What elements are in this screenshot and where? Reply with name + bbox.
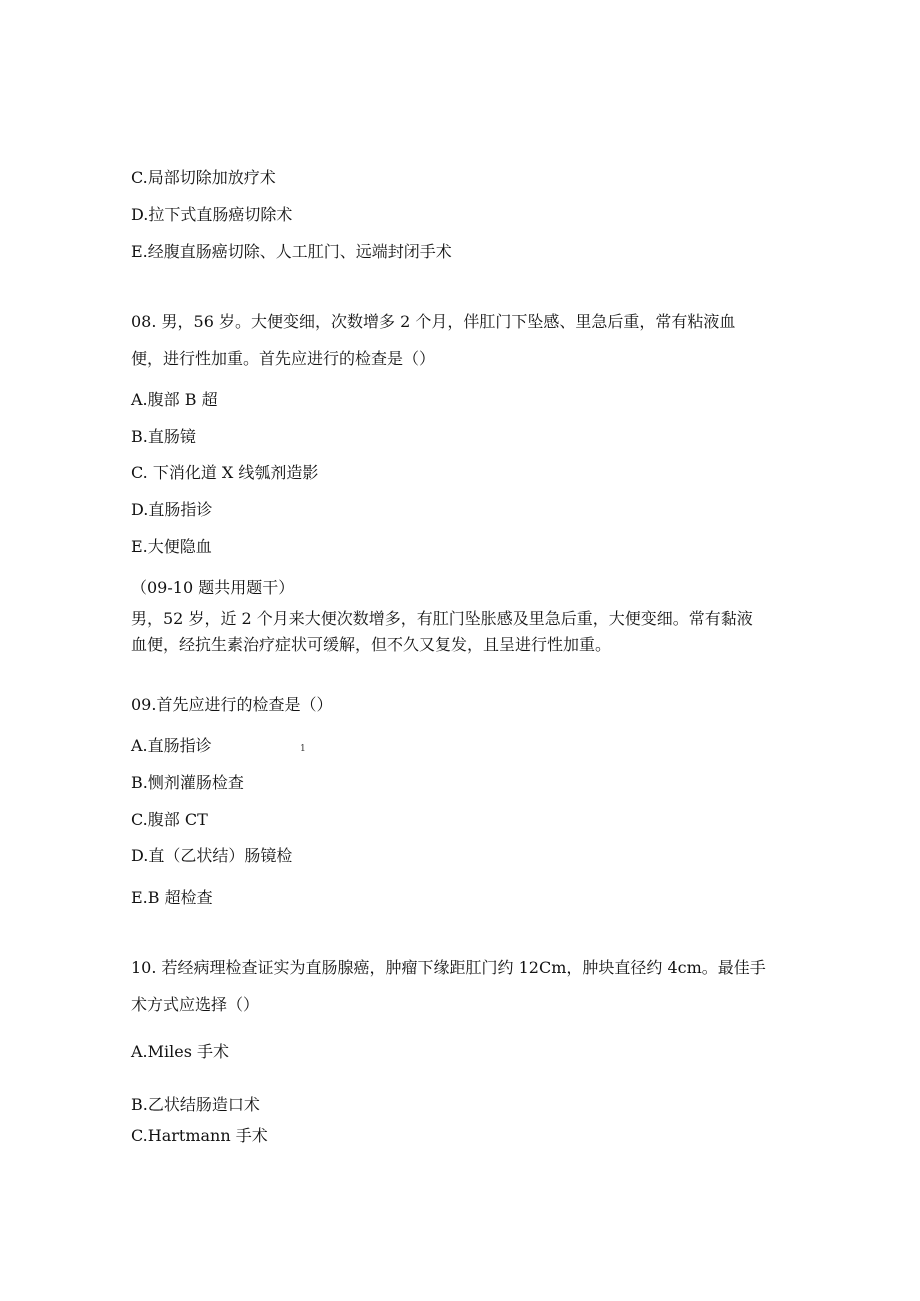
q08-option-c: C. 下消化道 X 线瓠剂造影 bbox=[131, 463, 319, 482]
q09-option-e: E.B 超检查 bbox=[131, 888, 213, 907]
q08-option-a: A.腹部 B 超 bbox=[131, 390, 218, 409]
q10-stem-line1: 10. 若经病理检查证实为直肠腺癌，肿瘤下缘距肛门约 12Cm，肿块直径约 4cm。最佳手 bbox=[131, 958, 766, 977]
q09-option-a: A.直肠指诊 bbox=[131, 736, 212, 755]
q10-option-b: B.乙状结肠造口术 bbox=[131, 1095, 260, 1114]
q08-option-e: E.大便隐血 bbox=[131, 537, 212, 556]
q09-option-b: B.恻剂灌肠检查 bbox=[131, 773, 244, 792]
q09-option-c: C.腹部 CT bbox=[131, 810, 208, 829]
q08-stem-line2: 便，进行性加重。首先应进行的检查是（） bbox=[131, 349, 436, 368]
shared-stem-line1: 男，52 岁，近 2 个月来大便次数增多，有肛门坠胀感及里急后重，大便变细。常有黏液 bbox=[131, 609, 753, 628]
shared-stem-label: （09-10 题共用题干） bbox=[131, 578, 295, 597]
shared-stem-line2: 血便，经抗生素治疗症状可缓解，但不久又复发，且呈进行性加重。 bbox=[131, 635, 612, 654]
q10-option-c: C.Hartmann 手术 bbox=[131, 1126, 268, 1145]
q08-option-d: D.直肠指诊 bbox=[131, 500, 213, 519]
q10-option-a: A.Miles 手术 bbox=[131, 1042, 230, 1061]
q09-stem: 09.首先应进行的检查是（） bbox=[131, 695, 333, 714]
q10-stem-line2: 术方式应选择（） bbox=[131, 995, 260, 1014]
q07-option-d: D.拉下式直肠癌切除术 bbox=[131, 205, 293, 224]
page-number: 1 bbox=[300, 744, 306, 754]
q09-option-d: D.直（乙状结）肠镜检 bbox=[131, 846, 293, 865]
q07-option-c: C.局部切除加放疗术 bbox=[131, 168, 276, 187]
q08-option-b: B.直肠镜 bbox=[131, 427, 196, 446]
q08-stem-line1: 08. 男，56 岁。大便变细，次数增多 2 个月，伴肛门下坠感、里急后重，常有粘液血 bbox=[131, 312, 736, 331]
q07-option-e: E.经腹直肠癌切除、人工肛门、远端封闭手术 bbox=[131, 242, 452, 261]
